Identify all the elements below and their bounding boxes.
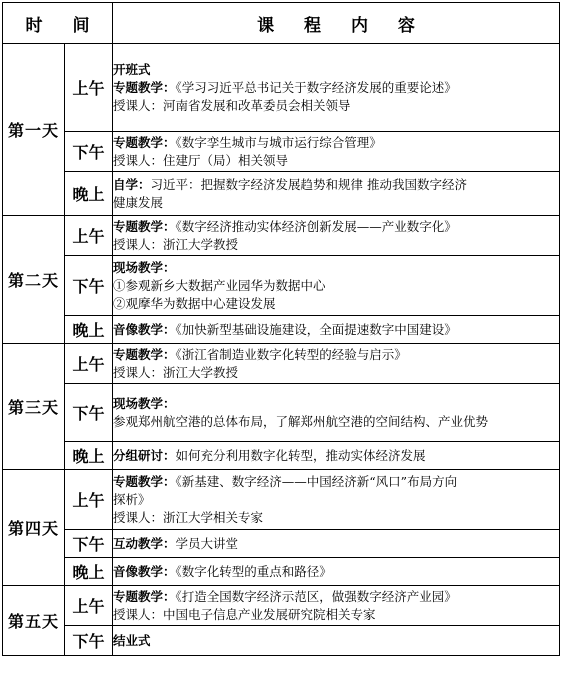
content-text: 《打造全国数字经济示范区，做强数字经济产业园》 <box>175 588 457 604</box>
session-row <box>3 442 560 470</box>
content-line <box>113 79 559 97</box>
day-label: 第一天 <box>3 44 65 216</box>
content-line <box>113 152 559 170</box>
content-text: 《新基建、数字经济——中国经济新“风口”布局方向 <box>175 473 458 489</box>
time-slot: 上午 <box>65 470 113 530</box>
session-row <box>3 586 560 626</box>
content-text: 授课人：浙江大学教授 <box>113 364 239 380</box>
content-keyword: 专题教学： <box>113 218 176 234</box>
session-row <box>3 626 560 656</box>
content-keyword: 结业式 <box>113 632 151 648</box>
content-keyword: 专题教学： <box>113 79 176 95</box>
content-text: 《浙江省制造业数字化转型的经验与启示》 <box>175 346 407 362</box>
header-row <box>3 3 560 44</box>
content-text: 《加快新型基础设施建设，全面提速数字中国建设》 <box>175 321 457 337</box>
content-line <box>113 588 559 606</box>
content-text: 《数字孪生城市与城市运行综合管理》 <box>175 134 382 150</box>
time-slot: 晚上 <box>65 172 113 216</box>
session-row <box>3 384 560 442</box>
content-keyword: 专题教学： <box>113 588 176 604</box>
content-line <box>113 97 559 115</box>
time-slot: 下午 <box>65 132 113 172</box>
schedule-body <box>3 44 560 656</box>
time-slot: 下午 <box>65 256 113 316</box>
content-line <box>113 321 559 339</box>
time-slot: 下午 <box>65 530 113 558</box>
session-row <box>3 256 560 316</box>
content-keyword: 互动教学： <box>113 535 176 551</box>
content-line <box>113 413 559 431</box>
session-row <box>3 172 560 216</box>
content-line <box>113 395 559 413</box>
content-text: 习近平：把握数字经济发展趋势和规律 推动我国数字经济 <box>150 176 468 192</box>
header-content: 课 程 内 容 <box>113 3 560 44</box>
session-content <box>113 558 560 586</box>
content-text: 《数字经济推动实体经济创新发展——产业数字化》 <box>175 218 457 234</box>
content-keyword: 专题教学： <box>113 473 176 489</box>
content-line <box>113 295 559 313</box>
day-label: 第二天 <box>3 216 65 344</box>
session-content <box>113 172 560 216</box>
session-row <box>3 316 560 344</box>
session-row <box>3 470 560 530</box>
content-text: 授课人：中国电子信息产业发展研究院相关专家 <box>113 606 376 622</box>
time-slot: 上午 <box>65 216 113 256</box>
schedule-table <box>2 2 560 656</box>
content-line <box>113 194 559 212</box>
content-line <box>113 218 559 236</box>
content-keyword: 分组研讨： <box>113 447 176 463</box>
day-label: 第四天 <box>3 470 65 586</box>
time-slot: 下午 <box>65 626 113 656</box>
session-content <box>113 586 560 626</box>
content-line <box>113 632 559 650</box>
content-line <box>113 563 559 581</box>
session-content <box>113 316 560 344</box>
content-text: 授课人：河南省发展和改革委员会相关领导 <box>113 97 351 113</box>
content-text: 授课人：浙江大学教授 <box>113 236 239 252</box>
content-keyword: 专题教学： <box>113 346 176 362</box>
session-content <box>113 344 560 384</box>
content-keyword: 专题教学： <box>113 134 176 150</box>
content-line <box>113 364 559 382</box>
time-slot: 上午 <box>65 344 113 384</box>
session-content <box>113 442 560 470</box>
session-content <box>113 470 560 530</box>
time-slot: 下午 <box>65 384 113 442</box>
content-text: ①参观新乡大数据产业园华为数据中心 <box>113 277 326 293</box>
content-line <box>113 236 559 254</box>
content-keyword: 音像教学： <box>113 321 176 337</box>
content-text: 健康发展 <box>113 194 164 210</box>
content-keyword: 自学： <box>113 176 151 192</box>
session-row <box>3 558 560 586</box>
content-line <box>113 176 559 194</box>
day-label: 第三天 <box>3 344 65 470</box>
session-content <box>113 216 560 256</box>
time-slot: 上午 <box>65 44 113 132</box>
content-line <box>113 61 559 79</box>
session-row <box>3 530 560 558</box>
content-keyword: 现场教学： <box>113 259 176 275</box>
content-keyword: 开班式 <box>113 61 151 77</box>
content-text: ②观摩华为数据中心建设发展 <box>113 295 276 311</box>
content-text: 探析》 <box>113 491 151 507</box>
session-row <box>3 344 560 384</box>
session-row <box>3 44 560 132</box>
time-slot: 上午 <box>65 586 113 626</box>
content-line <box>113 606 559 624</box>
time-slot: 晚上 <box>65 558 113 586</box>
content-text: 《数字化转型的重点和路径》 <box>175 563 332 579</box>
content-keyword: 现场教学： <box>113 395 176 411</box>
content-line <box>113 134 559 152</box>
content-line <box>113 473 559 491</box>
session-content <box>113 384 560 442</box>
time-slot: 晚上 <box>65 316 113 344</box>
session-content <box>113 626 560 656</box>
session-row <box>3 132 560 172</box>
time-slot: 晚上 <box>65 442 113 470</box>
content-text: 《学习习近平总书记关于数字经济发展的重要论述》 <box>175 79 457 95</box>
session-row <box>3 216 560 256</box>
content-line <box>113 346 559 364</box>
content-text: 学员大讲堂 <box>175 535 239 551</box>
content-keyword: 音像教学： <box>113 563 176 579</box>
session-content <box>113 530 560 558</box>
content-line <box>113 277 559 295</box>
content-text: 授课人：住建厅（局）相关领导 <box>113 152 289 168</box>
content-line <box>113 259 559 277</box>
header-time: 时 间 <box>3 3 113 44</box>
content-text: 授课人：浙江大学相关专家 <box>113 509 264 525</box>
content-line <box>113 491 559 509</box>
session-content <box>113 44 560 132</box>
session-content <box>113 256 560 316</box>
day-label: 第五天 <box>3 586 65 656</box>
content-line <box>113 509 559 527</box>
content-text: 参观郑州航空港的总体布局，了解郑州航空港的空间结构、产业优势 <box>113 413 489 429</box>
content-text: 如何充分利用数字化转型，推动实体经济发展 <box>175 447 426 463</box>
content-line <box>113 447 559 465</box>
content-line <box>113 535 559 553</box>
session-content <box>113 132 560 172</box>
